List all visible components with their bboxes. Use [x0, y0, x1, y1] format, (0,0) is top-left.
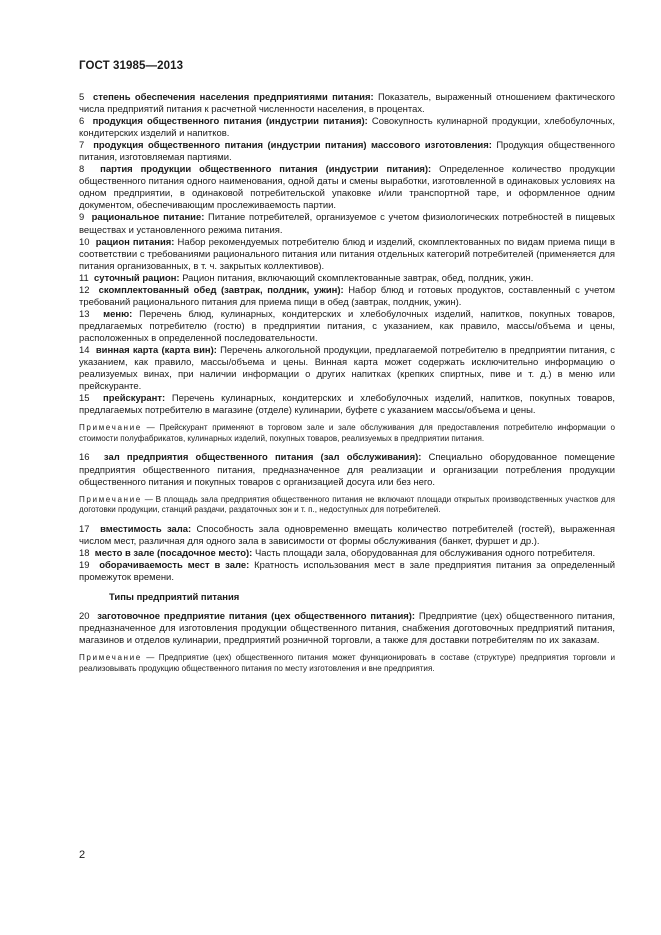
term-entry	[79, 560, 615, 584]
term-name: продукция общественного питания (индустрии питания) массового изготовления:	[93, 140, 492, 152]
term-definition: Предприятие (цех) общественного питания, предназначенное для изготовления продукции общественного питания, снабжения доготовочных предприятий питания, магазинов и отделов кулинарии, предприятий розничной торговли, а также для доставки потребителям по их заказам.	[79, 611, 615, 647]
term-entry	[79, 309, 615, 345]
term-definition: Продукция общественного питания, изготовляемая партиями.	[79, 140, 615, 164]
term-definition: Часть площади зала, оборудованная для обслуживания одного потребителя.	[254, 547, 596, 559]
term-name: заготовочное предприятие питания (цех общественного питания):	[97, 611, 416, 623]
term-entry	[79, 524, 615, 548]
term-number: 18	[79, 547, 90, 559]
term-definition: Показатель, выраженный отношением фактического числа предприятий питания к расчетной численности населения, в процентах.	[79, 92, 615, 116]
note-2	[79, 495, 615, 516]
term-entry-20	[79, 611, 615, 647]
term-entry	[79, 345, 615, 393]
term-number: 10	[79, 236, 90, 248]
term-definition: Перечень алкогольной продукции, предлагаемой потребителю в предприятии питания, с указанием, как правило, массы/объема и цены. Винная карта может содержать исключительно информацию о реализуемых винах, при наличии информации о других напитках (крепких спиртных, пиве и т. д.) в меню или прейскуранте.	[79, 344, 616, 393]
term-entry	[79, 92, 615, 116]
term-name: рацион питания:	[95, 236, 175, 248]
term-name: меню:	[103, 308, 133, 320]
term-number: 11	[79, 272, 89, 284]
term-number: 7	[79, 140, 85, 152]
term-definition: Определенное количество продукции общественного питания одного наименования, одной даты и смены выработки, изготовленной в одинаковых условиях на одном предприятии, в одинаковой потребительской упаковке и/или транспортной таре, и оформленное одним документом, обеспечивающим прослеживаемость партии.	[79, 164, 616, 212]
term-definition: Способность зала одновременно вмещать количество потребителей (гостей), выраженная числом мест, различная для одного зала в зависимости от формы обслуживания (банкет, фуршет и др.).	[79, 523, 616, 547]
term-entry	[79, 212, 615, 236]
term-entry-16	[79, 452, 615, 488]
term-entry	[79, 285, 615, 309]
term-number: 17	[79, 523, 90, 535]
term-entry	[79, 548, 615, 560]
term-name: степень обеспечения населения предприятиями питания:	[92, 92, 374, 103]
term-definition: Перечень кулинарных, кондитерских и хлебобулочных изделий, напитков, покупных товаров, предлагаемых потребителю в магазине (отделе) кулинарии, буфете с указанием массы/объема и цены.	[79, 393, 615, 417]
term-number: 14	[79, 344, 90, 356]
term-name: рациональное питание:	[91, 212, 205, 224]
term-number: 16	[79, 452, 90, 464]
term-entry	[79, 140, 615, 164]
term-definition: Набор рекомендуемых потребителю блюд и изделий, скомплектованных по видам приема пищи в соответствии с требованиями рационального питания или питания отдельных категорий потребителей (применяется для питания организованных, в т. ч. закрытых коллективов).	[79, 236, 616, 272]
term-list-b	[79, 524, 615, 584]
term-name: прейскурант:	[103, 393, 166, 405]
term-definition: Набор блюд и готовых продуктов, составленный с учетом требований рационального питания для приема пищи в обед (завтрак, полдник, ужин).	[79, 284, 615, 308]
term-number: 15	[79, 393, 90, 405]
note-label: Примечание	[79, 494, 142, 504]
term-definition: Специально оборудованное помещение предприятия общественного питания, предназначенное для реализации и организации потребления продукции общественного питания и покупных товаров с организацией досуга или без него.	[79, 452, 616, 488]
term-name: суточный рацион:	[94, 272, 180, 284]
term-entry	[79, 393, 615, 417]
note-3	[79, 653, 615, 674]
document-body	[79, 92, 615, 682]
note-label: Примечание	[79, 653, 142, 663]
note-text: — В площадь зала предприятия общественного питания не включают площади открытых производственных участков для доготовки продукции, станций раздачи, раздаточных зон и т. п., недоступных для потребителей.	[79, 494, 615, 515]
term-number: 5	[79, 92, 85, 103]
term-definition: Питание потребителей, организуемое с учетом физиологических потребностей в пищевых веществах и установленного режима питания.	[79, 212, 616, 236]
term-number: 12	[79, 284, 90, 296]
term-name: оборачиваемость мест в зале:	[99, 559, 250, 571]
note-text: — Предприятие (цех) общественного питания может функционировать в составе (структуре) предприятия торговли и реализовывать продукцию общественного питания по месту изготовления и вне предприятия.	[79, 653, 615, 673]
note-label: Примечание	[79, 423, 142, 433]
standard-header: ГОСТ 31985—2013	[79, 60, 184, 72]
term-entry	[79, 164, 615, 212]
term-number: 8	[79, 164, 85, 176]
term-entry	[79, 273, 615, 285]
term-number: 20	[79, 611, 90, 623]
page-number: 2	[79, 849, 86, 861]
term-definition: Кратность использования мест в зале предприятия питания за определенный промежуток времени.	[79, 559, 616, 583]
term-number: 9	[79, 212, 85, 224]
term-name: винная карта (карта вин):	[95, 344, 217, 356]
term-name: скомплектованный обед (завтрак, полдник, ужин):	[98, 284, 344, 296]
term-name: место в зале (посадочное место):	[94, 547, 253, 559]
note-1	[79, 423, 615, 444]
term-list-a	[79, 92, 615, 417]
term-name: вместимость зала:	[100, 523, 192, 535]
section-heading: Типы предприятий питания	[109, 592, 240, 604]
term-number: 19	[79, 559, 90, 571]
term-definition: Перечень блюд, кулинарных, кондитерских и хлебобулочных изделий, напитков, покупных товаров, предлагаемых потребителю (гостю) в предприятии питания, с указанием, как правило, массы/объема и цены, расположенных в определенной последовательности.	[79, 308, 616, 344]
term-name: партия продукции общественного питания (индустрии питания):	[100, 164, 432, 176]
note-text: — Прейскурант применяют в торговом зале и зале обслуживания для предоставления потребителю информации о стоимости полуфабрикатов, кулинарных изделий, покупных товаров, реализуемых в предприятии питания.	[79, 423, 615, 443]
term-entry	[79, 116, 615, 140]
term-entry	[79, 237, 615, 273]
term-number: 13	[79, 308, 90, 320]
term-number: 6	[79, 116, 85, 128]
term-definition: Совокупность кулинарной продукции, хлебобулочных, кондитерских изделий и напитков.	[79, 116, 616, 140]
term-name: продукция общественного питания (индустрии питания):	[92, 116, 368, 128]
term-name: зал предприятия общественного питания (зал обслуживания):	[103, 452, 422, 464]
term-definition: Рацион питания, включающий скомплектованные завтрак, обед, полдник, ужин.	[182, 272, 534, 284]
